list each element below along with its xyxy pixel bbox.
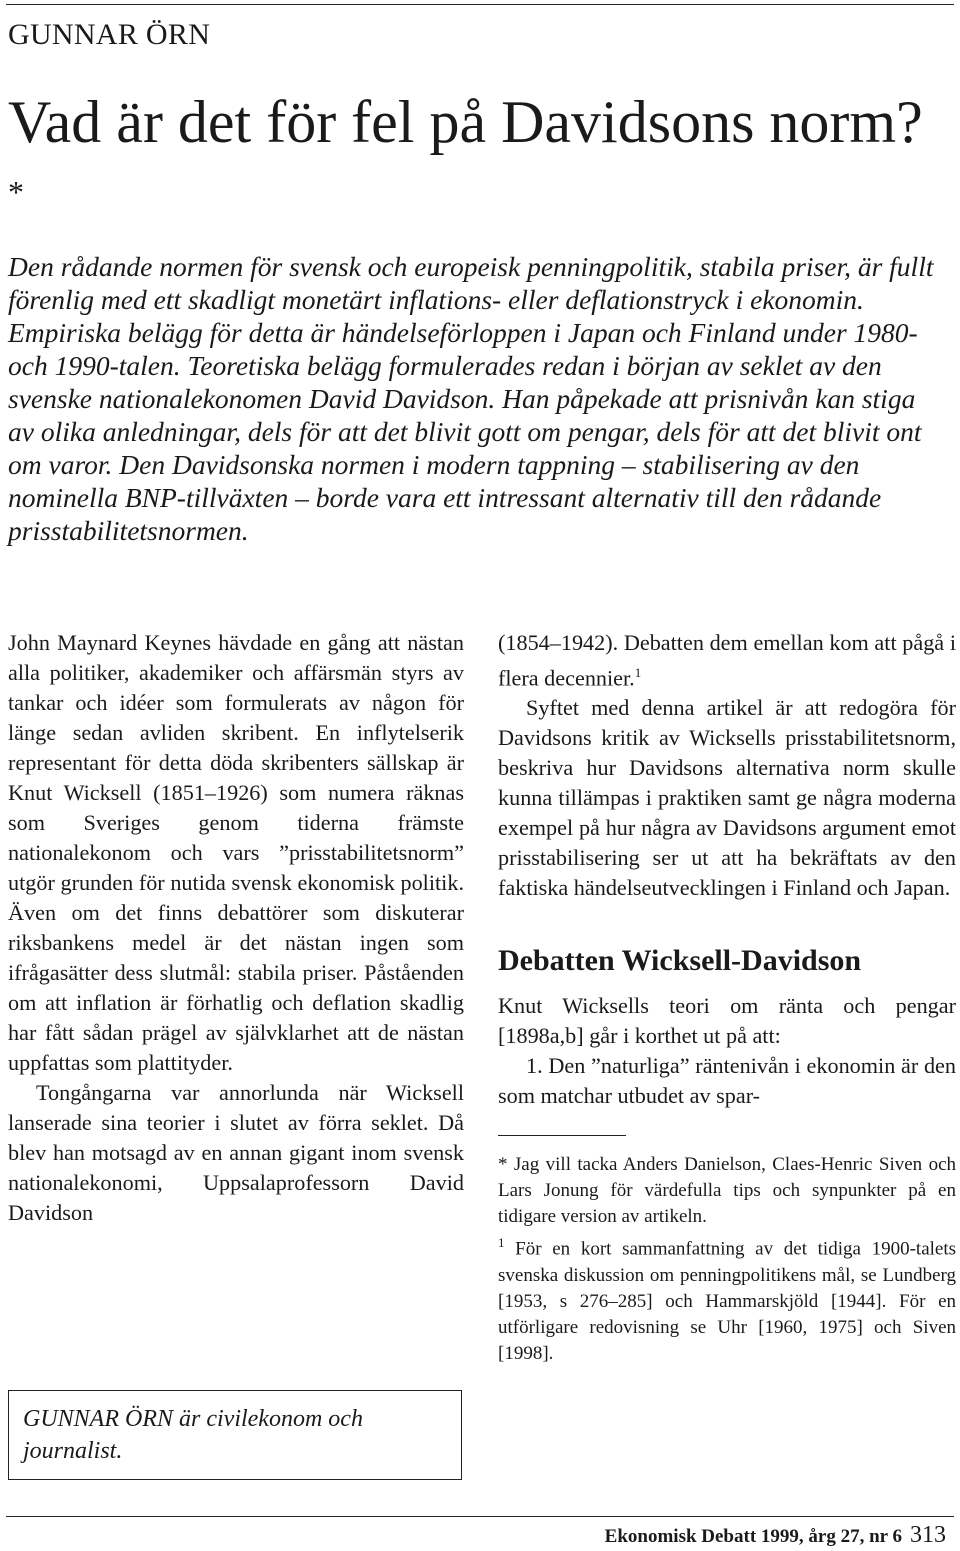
top-rule (6, 4, 954, 5)
journal-citation: Ekonomisk Debatt 1999, årg 27, nr 6 (604, 1526, 902, 1547)
article-abstract: Den rådande normen för svensk och europeisk penningpolitik, stabila priser, är fullt förenlig med ett skadligt monetärt inflations- eller deflationstryck i ekonomin. Empiriska belägg för detta är händelseförloppen i Japan och Finland under 1980- och 1990-talen. Teoretiska belägg formulerades redan i början av seklet av den svenske nationalekonomen David Davidson. Han påpekade att prisnivån kan stiga av olika anledningar, dels för att det blivit gott om pengar, dels för att det blivit ont om varor. Den Davidsonska normen i modern tappning – stabilisering av den nominella BNP-tillväxten – borde vara ett intressant alternativ till den rådande prisstabilitetsnormen. (8, 251, 934, 546)
continuation-text: (1854–1942). Debatten dem emellan kom att pågå i flera decennier. (498, 630, 956, 691)
intro-paragraph: Syftet med denna artikel är att redogöra för Davidsons kritik av Wicksells prisstabilitetsnorm, beskriva hur Davidsons alternativa norm skulle kunna tillämpas i praktiken samt ge några moderna exempel på hur några av Davidsons argument emot prisstabilisering ser ut att ha bekräftats av den faktiska händelseutvecklingen i Finland och Japan. (498, 695, 956, 901)
footnote-1-marker: 1 (498, 1235, 505, 1251)
footnote-1 (498, 1230, 956, 1366)
author-bio-box: GUNNAR ÖRN är civilekonom och journalist. (8, 1390, 462, 1480)
left-column (8, 628, 464, 1228)
article-title-text: Vad är det för fel på Davidsons norm? (8, 89, 923, 155)
left-paragraph-1: John Maynard Keynes hävdade en gång att nästan alla politiker, akademiker och affärsmän styrs av tankar och idéer som formulerats av någon för länge sedan avliden skribent. En inflytelserik representant för detta döda skribenters sällskap är Knut Wicksell (1851–1926) som numera räknas som Sveriges genom tiderna främste nationalekonom och vars ”prisstabilitetsnorm” utgör grunden för nutida svensk ekonomisk politik. Även om det finns debattörer som diskuterar riksbankens medel är det nästan ingen som ifrågasätter dess slutmål: stabila priser. Påståenden om att inflation är förhatlig och deflation skadlig har fått sådan prägel av självklarhet att de nästan uppfattas som plattityder. (8, 630, 464, 1075)
page-footer (605, 1522, 946, 1549)
list-item-1: 1. Den ”naturliga” räntenivån i ekonomin är den som matchar utbudet av spar- (498, 1053, 956, 1109)
section-paragraph: Knut Wicksells teori om ränta och pengar [1898a,b] går i korthet ut på att: (498, 993, 956, 1049)
title-footnote-marker: * (8, 174, 24, 210)
article-title (8, 90, 938, 218)
footnote-ref-1: 1 (634, 665, 642, 680)
right-continuation-paragraph (498, 628, 956, 693)
left-paragraph-2: Tongångarna var annorlunda när Wicksell lanserade sina teorier i slutet av förra seklet. Då blev han motsagd av en annan gigant inom svensk nationalekonomi, Uppsalaprofessorn David Davidson (8, 1080, 464, 1225)
right-column (498, 628, 956, 1367)
footnote-star-text: Jag vill tacka Anders Danielson, Claes-Henric Siven och Lars Jonung för värdefulla tips och synpunkter på en tidigare version av artikeln. (498, 1154, 956, 1228)
footnote-star-marker: * (498, 1154, 508, 1176)
page-number: 313 (910, 1522, 946, 1548)
footnote-1-text: För en kort sammanfattning av det tidiga 1900-talets svenska diskussion om penningpolitikens mål, se Lundberg [1953, s 276–285] och Hammarskjöld [1944]. För en utförligare redovisning se Uhr [1960, 1975] och Siven [1998]. (498, 1238, 957, 1364)
bottom-rule (6, 1516, 954, 1517)
footnote-separator (498, 1135, 626, 1136)
footnote-star (498, 1152, 956, 1230)
section-heading: Debatten Wicksell-Davidson (498, 944, 862, 978)
author-name: GUNNAR ÖRN (8, 18, 211, 51)
